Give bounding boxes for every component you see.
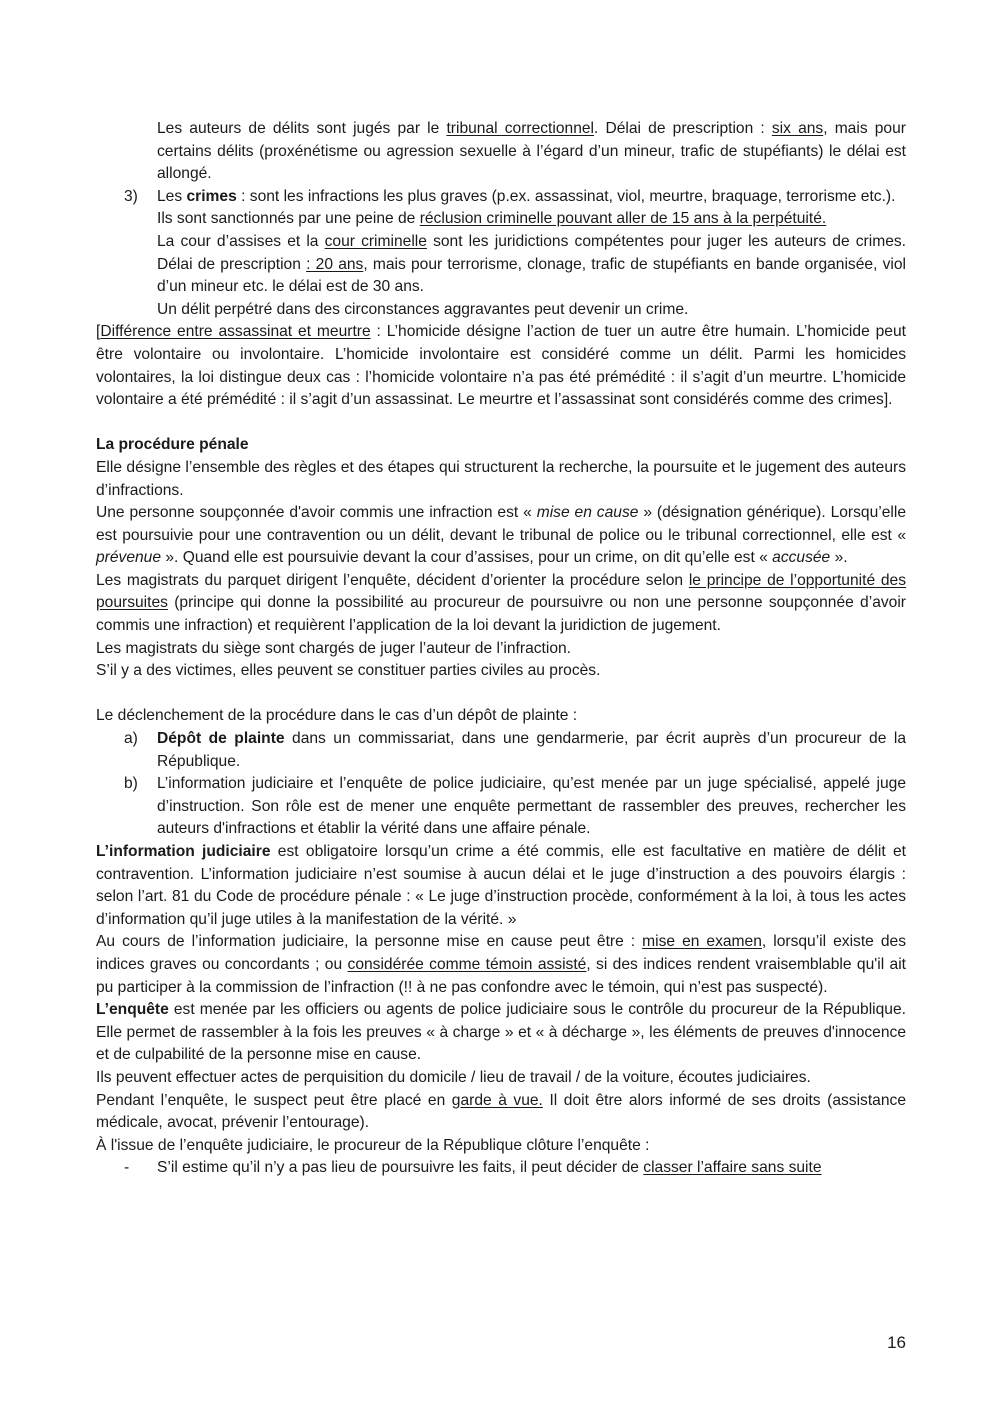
text-run: , si des indices rendent vraisemblable qu'il ait pu participer à la commission de l’infraction (!! à ne pas confondre avec le témoin, qui n’est pas suspecté). xyxy=(96,955,907,996)
list-item-body xyxy=(157,1157,906,1180)
paragraph xyxy=(157,231,906,299)
paragraph: S’il y a des victimes, elles peuvent se constituer parties civiles au procès. xyxy=(96,662,601,680)
section-heading xyxy=(96,434,906,457)
underlined-term: : 20 ans xyxy=(306,255,364,273)
text-run: Au cours de l’information judiciaire, la personne mise en cause peut être : xyxy=(96,933,643,951)
paragraph xyxy=(157,186,906,209)
text-run: La cour d’assises et la xyxy=(157,232,325,250)
text-run: Ils sont sanctionnés par une peine de xyxy=(157,210,420,228)
underlined-term: six ans xyxy=(771,120,824,137)
text-run: est menée par les officiers ou agents de police judiciaire sous le contrôle du procureur de la République. Elle permet de rassembler à la fois les preuves « à charge » et « à décharge », les éléments de preuves d'innocence et de culpabilité de la personne mise en cause. xyxy=(96,1001,906,1064)
list-marker: a) xyxy=(124,730,138,748)
paragraph: Un délit perpétré dans des circonstances aggravantes peut devenir un crime. xyxy=(157,300,689,318)
text-run: Une personne soupçonnée d'avoir commis une infraction est « xyxy=(96,504,537,522)
list-item-a xyxy=(96,728,906,773)
text-run: : L’homicide désigne l’action de tuer un autre être humain. L’homicide peut être volontaire ou involontaire. L’homicide involontaire est considéré comme un délit. Parmi les homicides volontaires, la loi distingue deux cas : l’homicide volontaire n’a pas été prémédité : il s’agit d’un meurtre. L’homicide volontaire a été prémédité : il s’agit d’un assassinat. Le meurtre et l’assassinat sont considérés comme des crimes]. xyxy=(96,323,906,409)
paragraph-delits xyxy=(96,118,906,186)
underlined-term: le principe de l’opportunité des poursuites xyxy=(96,571,907,612)
text-run: Pendant l’enquête, le suspect peut être placé en xyxy=(96,1091,452,1109)
paragraph xyxy=(96,570,906,638)
text-run: Les xyxy=(157,187,187,205)
text-run: Les auteurs de délits sont jugés par le xyxy=(157,120,447,137)
paragraph: À l'issue de l’enquête judiciaire, le procureur de la République clôture l’enquête : xyxy=(96,1136,650,1154)
spacer xyxy=(96,683,906,706)
bold-term: L’enquête xyxy=(96,1001,169,1019)
italic-term: accusée xyxy=(772,549,831,567)
spacer xyxy=(96,412,906,435)
bold-term: Dépôt de plainte xyxy=(157,730,285,748)
paragraph: Les magistrats du siège sont chargés de juger l’auteur de l’infraction. xyxy=(96,639,572,657)
italic-term: prévenue xyxy=(96,549,162,567)
underlined-term: réclusion criminelle pouvant aller de 15 ans à la perpétuité. xyxy=(419,210,827,228)
list-item-b xyxy=(96,773,906,841)
underlined-term: classer l’affaire sans suite xyxy=(643,1159,822,1177)
paragraph xyxy=(96,931,906,999)
paragraph-homicide xyxy=(96,321,906,411)
underlined-term: garde à vue. xyxy=(451,1091,543,1109)
text-run: . Délai de prescription : xyxy=(594,120,772,137)
underlined-term: tribunal correctionnel xyxy=(446,120,595,137)
list-item-body xyxy=(157,728,906,773)
list-marker: 3) xyxy=(124,187,138,205)
underlined-term: mise en examen xyxy=(642,933,762,951)
text-run: S’il estime qu’il n’y a pas lieu de poursuivre les faits, il peut décider de xyxy=(157,1159,644,1177)
text-run: [ xyxy=(96,323,101,341)
list-marker: - xyxy=(124,1159,130,1177)
text-run: » (désignation générique). Lorsqu’elle est poursuivie pour une contravention ou un délit, devant le tribunal de police ou le tribunal correctionnel, elle est « xyxy=(96,504,906,544)
text-run: sont les juridictions compétentes pour juger les auteurs de crimes. Délai de prescription xyxy=(157,232,907,273)
text-run: , lorsqu’il existe des indices graves ou concordants ; ou xyxy=(96,933,906,973)
underlined-term: cour criminelle xyxy=(324,232,427,250)
text-run: est obligatoire lorsqu’un crime a été commis, elle est facultative en matière de délit et contravention. L’information judiciaire n’est soumise à aucun délai et le juge d’instruction a des pouvoirs élargis : selon l’art. 81 du Code de procédure pénale : « Le juge d’instruction procède, conformément à la loi, à tous les actes d’information qu’il juge utiles à la manifestation de la vérité. » xyxy=(96,843,906,928)
text-run: , mais pour terrorisme, clonage, trafic de stupéfiants en bande organisée, viol d’un mineur etc. le délai est de 30 ans. xyxy=(157,255,907,296)
paragraph: Ils peuvent effectuer actes de perquisition du domicile / lieu de travail / de la voiture, écoutes judiciaires. xyxy=(96,1068,811,1086)
text-run: ». Quand elle est poursuivie devant la cour d’assises, pour un crime, on dit qu’elle est « xyxy=(161,549,773,567)
bold-term: L’information judiciaire xyxy=(96,843,271,860)
list-item-crimes xyxy=(96,186,906,322)
text-run: (principe qui donne la possibilité au procureur de poursuivre ou non une personne soupçonnée d’avoir commis une infraction) et requièrent l’application de la loi devant la juridiction de jugement. xyxy=(96,594,906,635)
text-run: dans un commissariat, dans une gendarmerie, par écrit auprès d’un procureur de la République. xyxy=(157,730,907,770)
page-number: 16 xyxy=(887,1333,906,1352)
paragraph xyxy=(96,841,906,931)
document-page xyxy=(96,118,906,1180)
italic-term: mise en cause xyxy=(536,504,639,522)
paragraph: Le déclenchement de la procédure dans le cas d’un dépôt de plainte : xyxy=(96,707,578,725)
text-run: ». xyxy=(830,549,848,567)
paragraph: Elle désigne l’ensemble des règles et des étapes qui structurent la recherche, la poursuite et le jugement des auteurs d’infractions. xyxy=(96,458,906,499)
paragraph xyxy=(157,208,906,231)
paragraph xyxy=(96,999,906,1067)
text-run: Il doit être alors informé de ses droits (assistance médicale, avocat, prévenir l’entourage). xyxy=(96,1091,906,1132)
list-marker: b) xyxy=(124,775,138,793)
paragraph xyxy=(96,502,906,570)
list-item-dash xyxy=(96,1157,906,1180)
text-run: , mais pour certains délits (proxénétisme ou agression sexuelle à l’égard d’un mineur, trafic de stupéfiants) le délai est allongé. xyxy=(157,120,906,183)
underlined-term: considérée comme témoin assisté xyxy=(347,955,587,973)
list-item-body xyxy=(157,186,906,322)
bold-term: crimes xyxy=(186,187,237,205)
underlined-term: Différence entre assassinat et meurtre xyxy=(100,323,371,341)
paragraph xyxy=(96,1090,906,1135)
list-item-body: L’information judiciaire et l’enquête de police judiciaire, qu’est menée par un juge spécialisé, appelé juge d’instruction. Son rôle est de mener une enquête permettant de rassembler des preuves, rechercher les auteurs d'infractions et établir la vérité dans une affaire pénale. xyxy=(157,775,906,838)
text-run: : sont les infractions les plus graves (p.ex. assassinat, viol, meurtre, braquage, terrorisme etc.). xyxy=(236,187,896,205)
text-run: Les magistrats du parquet dirigent l’enquête, décident d’orienter la procédure selon xyxy=(96,571,689,589)
heading-text: La procédure pénale xyxy=(96,436,249,454)
